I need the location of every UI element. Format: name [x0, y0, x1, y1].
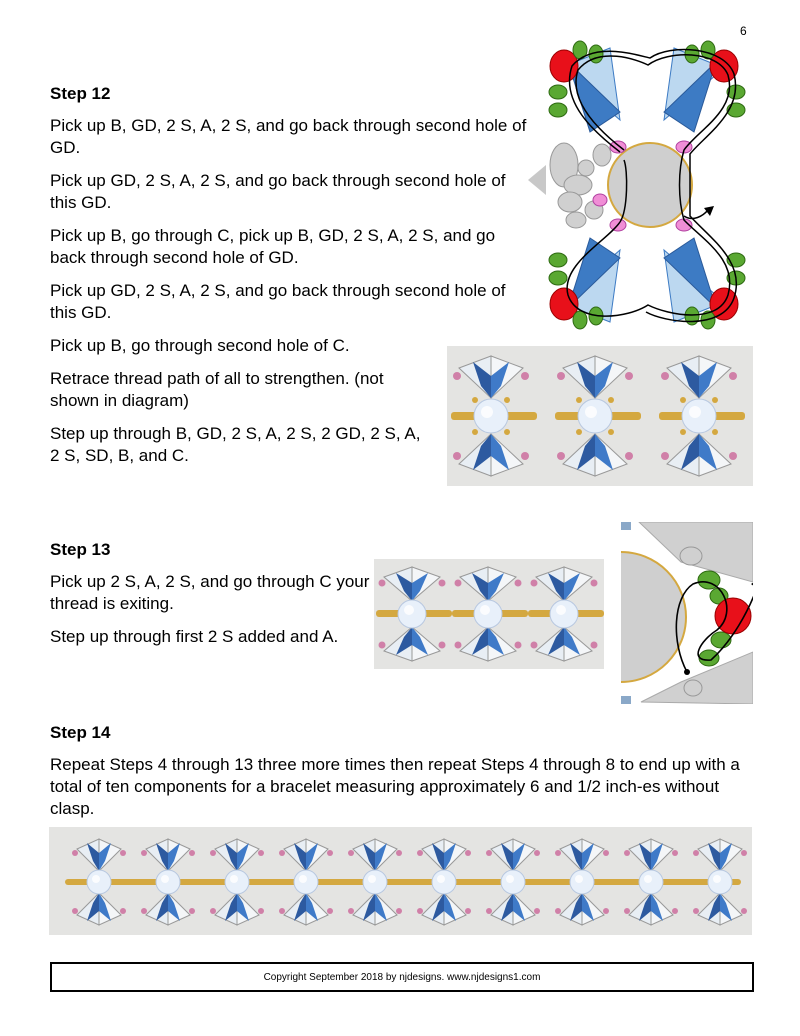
step-12-paragraph: Pick up B, go through C, pick up B, GD, 2 S, A, 2 S, and go back through second hole of GD.: [50, 226, 496, 267]
step-14-bracelet-photo: [49, 827, 752, 935]
step-13-heading: Step 13: [50, 540, 111, 559]
step-12-paragraph: Retrace thread path of all to strengthen. (not shown in diagram): [50, 369, 384, 410]
step-12-paragraph: Pick up GD, 2 S, A, 2 S, and go back through second hole of this GD.: [50, 281, 506, 322]
page-number: 6: [740, 24, 747, 38]
step-12-heading: Step 12: [50, 84, 111, 103]
step-14-paragraph: Repeat Steps 4 through 13 three more times then repeat Steps 4 through 8 to end up with a total of ten components for a bracelet measuring approximately 6 and 1/2 inch-es without clasp.: [50, 755, 740, 818]
step-12-paragraph: Step up through B, GD, 2 S, A, 2 S, 2 GD, 2 S, A, 2 S, SD, B, and C.: [50, 424, 421, 465]
footer-copyright-box: [50, 962, 754, 992]
step-14-heading: Step 14: [50, 723, 111, 742]
step-12-diagram: [528, 40, 756, 330]
step-13-bead-photo: [374, 559, 604, 669]
step-13-section: [50, 540, 380, 659]
step-14-section: [50, 723, 750, 820]
step-12-paragraph: Pick up B, GD, 2 S, A, 2 S, and go back through second hole of GD.: [50, 116, 527, 157]
copyright-text: Copyright September 2018 by njdesigns. www.njdesigns1.com: [263, 971, 541, 983]
step-12-bead-photo: [447, 346, 753, 486]
step-13-paragraph: Pick up 2 S, A, 2 S, and go through C your thread is exiting.: [50, 572, 370, 613]
step-13-paragraph: Step up through first 2 S added and A.: [50, 627, 339, 646]
step-12-paragraph: Pick up GD, 2 S, A, 2 S, and go back through second hole of this GD.: [50, 171, 506, 212]
step-12-paragraph: Pick up B, go through second hole of C.: [50, 336, 350, 355]
step-13-diagram: [621, 522, 753, 704]
